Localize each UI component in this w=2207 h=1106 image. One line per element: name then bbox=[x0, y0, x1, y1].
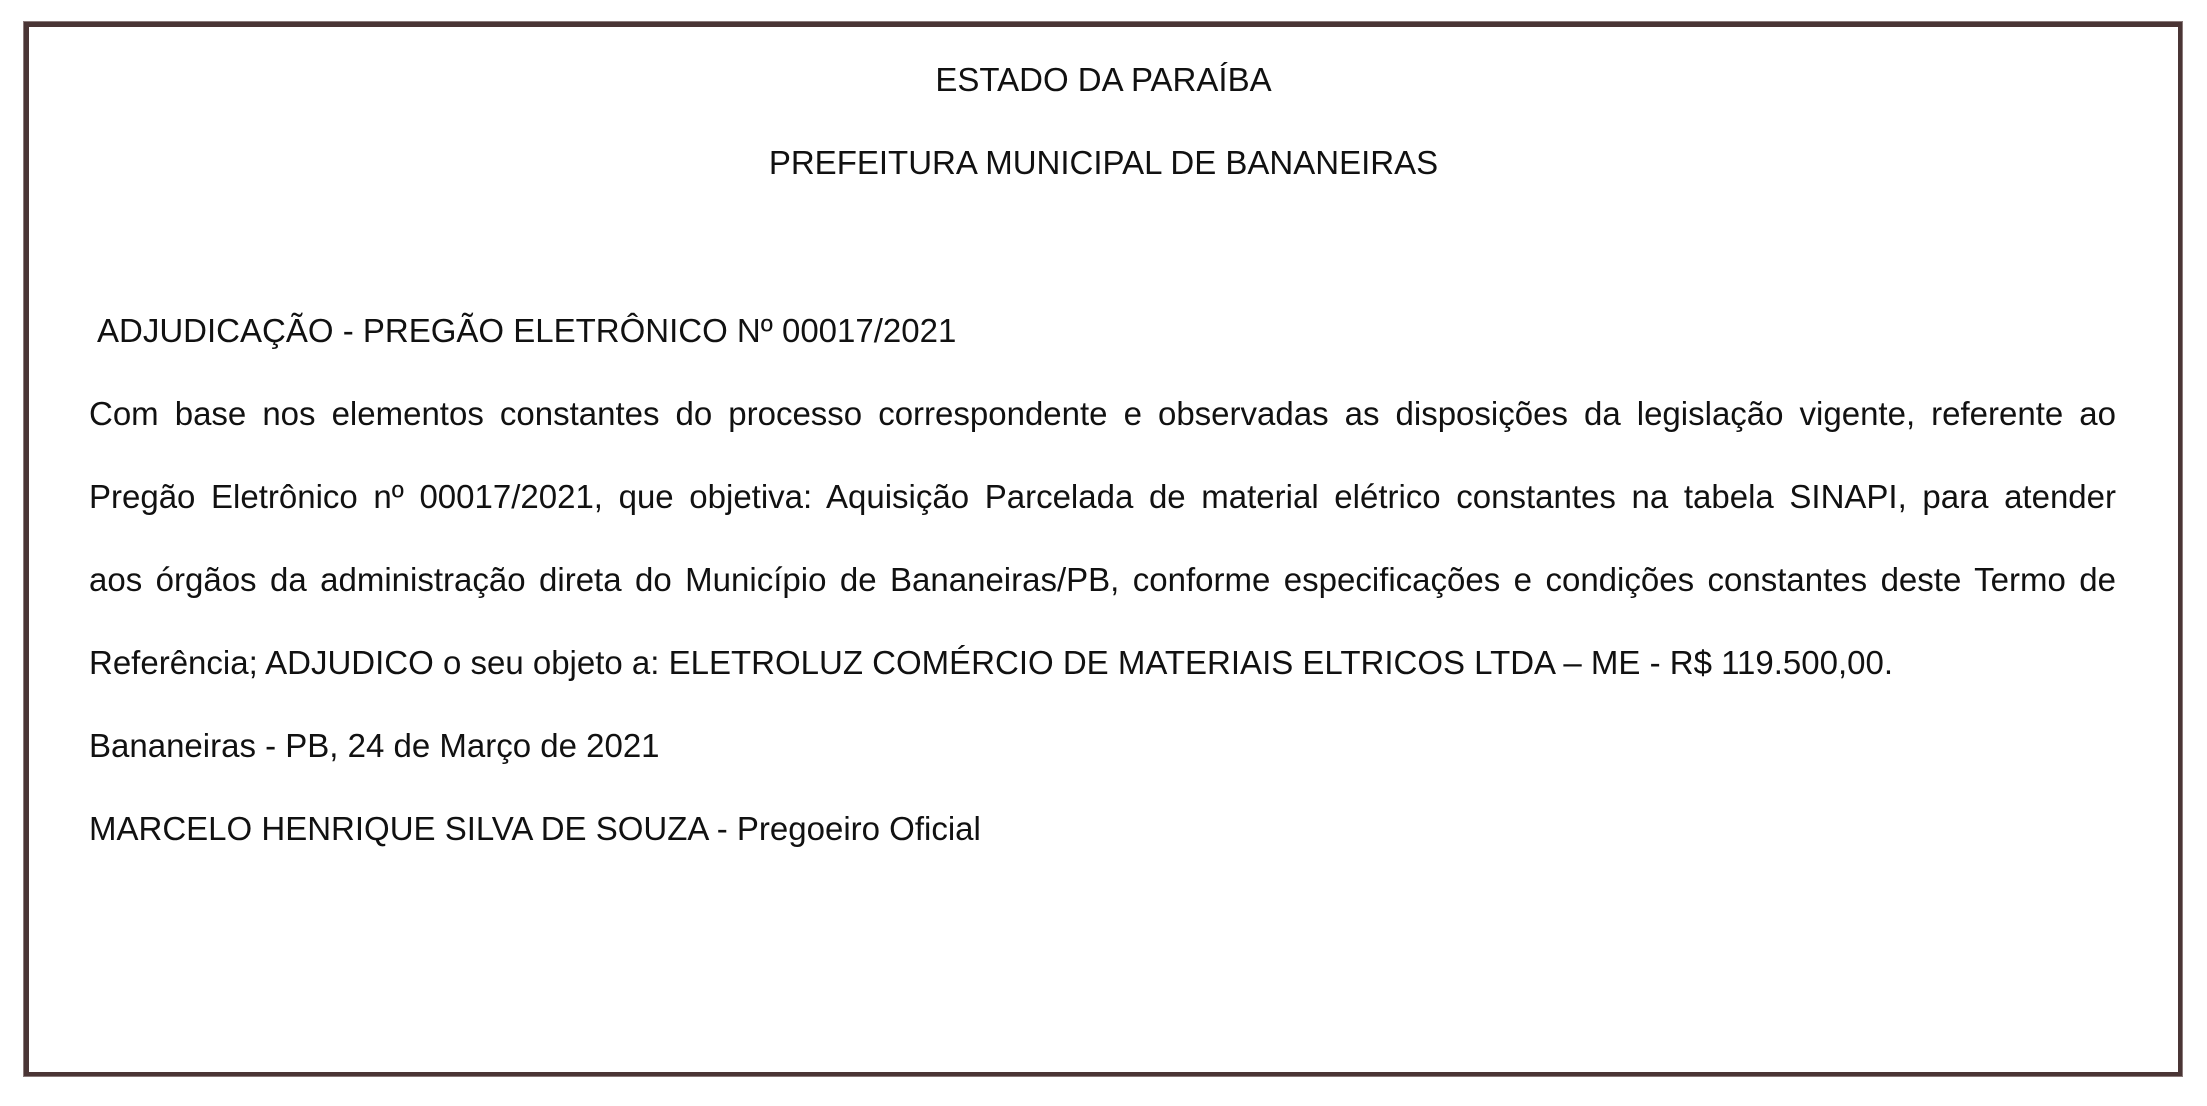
body-line-2: Pregão Eletrônico nº 00017/2021, que objetiva: Aquisição Parcelada de material elétrico constantes na tabela SINAPI, para atender bbox=[89, 478, 2116, 515]
body-line-4: Referência; ADJUDICO o seu objeto a: ELETROLUZ COMÉRCIO DE MATERIAIS ELTRICOS LTDA – ME - R$ 119.500,00. bbox=[89, 644, 1893, 681]
place-date: Bananeiras - PB, 24 de Março de 2021 bbox=[89, 727, 660, 764]
body-line-1: Com base nos elementos constantes do processo correspondente e observadas as disposições da legislação vigente, referente ao bbox=[89, 395, 2116, 432]
body-line-3: aos órgãos da administração direta do Município de Bananeiras/PB, conforme especificações e condições constantes deste Termo de bbox=[89, 561, 2116, 598]
signature-line: MARCELO HENRIQUE SILVA DE SOUZA - Pregoeiro Oficial bbox=[89, 810, 981, 847]
municipality-heading: PREFEITURA MUNICIPAL DE BANANEIRAS bbox=[768, 144, 1439, 181]
state-heading: ESTADO DA PARAÍBA bbox=[935, 61, 1272, 98]
notice-title: ADJUDICAÇÃO - PREGÃO ELETRÔNICO Nº 00017/2021 bbox=[97, 312, 957, 349]
